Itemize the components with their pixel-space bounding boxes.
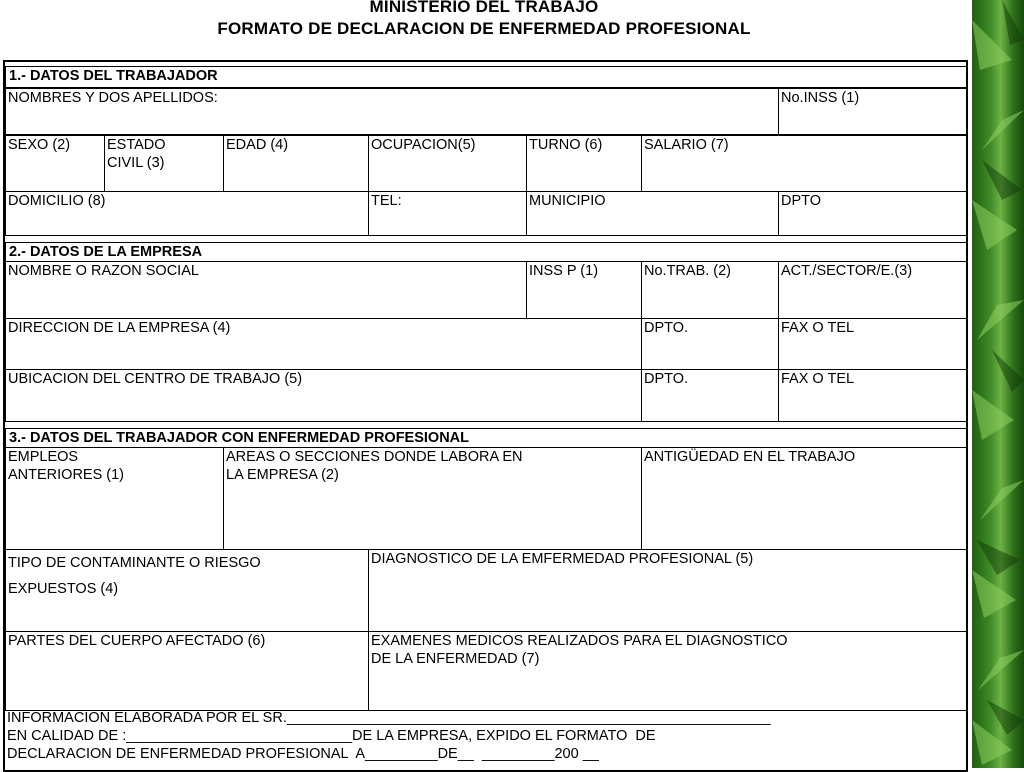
footer-line-1[interactable]: INFORMACION ELABORADA POR EL SR.____________________________________________________________: [7, 710, 771, 726]
salario-field[interactable]: SALARIO (7): [641, 135, 967, 192]
municipio-field[interactable]: MUNICIPIO: [526, 191, 779, 236]
areas-secciones-field[interactable]: AREAS O SECCIONES DONDE LABORA EN LA EMPRESA (2): [223, 447, 642, 550]
sexo-field[interactable]: SEXO (2): [5, 135, 105, 192]
examenes-medicos-field[interactable]: EXAMENES MEDICOS REALIZADOS PARA EL DIAGNOSTICO DE LA ENFERMEDAD (7): [368, 631, 967, 711]
footer-line-3[interactable]: DECLARACION DE ENFERMEDAD PROFESIONAL A_________DE__ _________200 __: [7, 746, 599, 762]
dpto-field[interactable]: DPTO: [778, 191, 967, 236]
turno-field[interactable]: TURNO (6): [526, 135, 642, 192]
footer-line-2[interactable]: EN CALIDAD DE :____________________________DE LA EMPRESA, EXPIDO EL FORMATO DE: [7, 728, 656, 744]
fax-centro-field[interactable]: FAX O TEL: [778, 369, 967, 422]
no-trab-field[interactable]: No.TRAB. (2): [641, 261, 779, 319]
nombres-field[interactable]: NOMBRES Y DOS APELLIDOS:: [5, 88, 779, 135]
direccion-field[interactable]: DIRECCION DE LA EMPRESA (4): [5, 318, 642, 370]
antiguedad-field[interactable]: ANTIGÜEDAD EN EL TRABAJO: [641, 447, 967, 550]
ocupacion-field[interactable]: OCUPACION(5): [368, 135, 527, 192]
edad-field[interactable]: EDAD (4): [223, 135, 369, 192]
section1-title: 1.- DATOS DEL TRABAJADOR: [5, 66, 967, 88]
act-sector-field[interactable]: ACT./SECTOR/E.(3): [778, 261, 967, 319]
domicilio-field[interactable]: DOMICILIO (8): [5, 191, 369, 236]
dpto-centro-field[interactable]: DPTO.: [641, 369, 779, 422]
page-title: MINISTERIO DEL TRABAJO: [369, 0, 599, 16]
declaration-footer: [7, 709, 967, 763]
section2-title: 2.- DATOS DE LA EMPRESA: [5, 242, 967, 262]
section3-title: 3.- DATOS DEL TRABAJADOR CON ENFERMEDAD PROFESIONAL: [5, 428, 967, 448]
razon-social-field[interactable]: NOMBRE O RAZON SOCIAL: [5, 261, 527, 319]
estado-civil-field[interactable]: ESTADO CIVIL (3): [104, 135, 224, 192]
partes-cuerpo-field[interactable]: PARTES DEL CUERPO AFECTADO (6): [5, 631, 369, 711]
ubicacion-field[interactable]: UBICACION DEL CENTRO DE TRABAJO (5): [5, 369, 642, 422]
diagnostico-field[interactable]: DIAGNOSTICO DE LA EMFERMEDAD PROFESIONAL (5): [368, 549, 967, 632]
empleos-anteriores-field[interactable]: EMPLEOS ANTERIORES (1): [5, 447, 224, 550]
dpto-empresa-field[interactable]: DPTO.: [641, 318, 779, 370]
inss-p-field[interactable]: INSS P (1): [526, 261, 642, 319]
tipo-contaminante-field[interactable]: TIPO DE CONTAMINANTE O RIESGO EXPUESTOS (4): [5, 549, 369, 632]
fax-empresa-field[interactable]: FAX O TEL: [778, 318, 967, 370]
tel-field[interactable]: TEL:: [368, 191, 527, 236]
inss-field[interactable]: No.INSS (1): [778, 88, 967, 135]
bamboo-decoration: [972, 0, 1024, 768]
page-subtitle: FORMATO DE DECLARACION DE ENFERMEDAD PROFESIONAL: [217, 19, 751, 38]
